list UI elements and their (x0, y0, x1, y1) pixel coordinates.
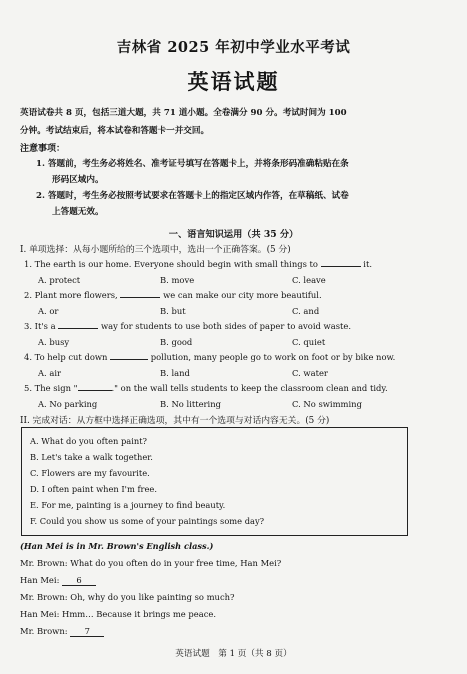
part1-heading: I. 单项选择：从每小题所给的三个选项中，选出一个正确答案。(5 分) (20, 245, 291, 255)
notes-label: 注意事项： (20, 144, 66, 154)
option-a: A. air (38, 368, 62, 378)
question-stem: 2. Plant more flowers, we can make our city more beautiful. (24, 290, 322, 300)
section-heading: 一、语言知识运用（共 35 分） (168, 229, 299, 240)
dialogue-line: Mr. Brown: What do you often do in your free time, Han Mei? (20, 558, 282, 568)
option-b: B. move (160, 275, 195, 285)
dialogue-line: Han Mei: 6 (20, 575, 96, 586)
question-stem: 4. To help cut down pollution, many people go to work on foot or by bike now. (24, 352, 396, 362)
note-line: 形码区域内。 (52, 175, 104, 185)
option-a: A. protect (38, 275, 81, 285)
answer-blank-7[interactable]: 7 (70, 626, 104, 637)
options-box (21, 427, 408, 536)
option-c: C. and (292, 306, 320, 316)
dialogue-line: Han Mei: Hmm… Because it brings me peace. (20, 609, 217, 619)
answer-blank-6[interactable]: 6 (62, 575, 96, 586)
page-footer: 英语试题 第 1 页（共 8 页） (175, 649, 292, 659)
option-c: C. water (292, 368, 328, 378)
subject-title: 英语试题 (187, 69, 280, 94)
dialogue-context: (Han Mei is in Mr. Brown's English class.) (20, 541, 214, 551)
intro-line: 英语试卷共 8 页，包括三道大题，共 71 道小题。全卷满分 90 分。考试时间为 100 (20, 108, 347, 118)
option-a: A. No parking (38, 399, 98, 409)
intro-line: 分钟。考试结束后，将本试卷和答题卡一并交回。 (20, 126, 210, 136)
option-c: C. quiet (292, 337, 326, 347)
box-option: B. Let's take a walk together. (30, 452, 153, 462)
option-c: C. No swimming (292, 399, 362, 409)
option-c: C. leave (292, 275, 326, 285)
box-option: A. What do you often paint? (30, 436, 147, 446)
exam-title: 吉林省 2025 年初中学业水平考试 (116, 39, 351, 56)
question-stem: 5. The sign " ." on the wall tells students to keep the classroom clean and tidy. (24, 383, 388, 393)
note-line: 2. 答题时，考生务必按照考试要求在答题卡上的指定区域内作答，在草稿纸、试卷 (36, 191, 349, 201)
note-line: 1. 答题前，考生务必将姓名、准考证号填写在答题卡上，并将条形码准确粘贴在条 (36, 159, 349, 169)
box-option: F. Could you show us some of your paintings some day? (30, 516, 265, 526)
question-stem: 1. The earth is our home. Everyone should begin with small things to it. (24, 259, 373, 269)
option-b: B. good (160, 337, 193, 347)
option-b: B. No littering (160, 399, 221, 409)
option-a: A. busy (38, 337, 70, 347)
question-stem: 3. It's a way for students to use both sides of paper to avoid waste. (24, 321, 351, 331)
box-option: C. Flowers are my favourite. (30, 468, 150, 478)
dialogue-line: Mr. Brown: 7 (20, 626, 104, 637)
part2-heading: II. 完成对话：从方框中选择正确选项，其中有一个选项与对话内容无关。(5 分) (20, 416, 330, 426)
box-option: D. I often paint when I'm free. (30, 484, 157, 494)
dialogue-line: Mr. Brown: Oh, why do you like painting so much? (20, 592, 235, 602)
option-b: B. land (160, 368, 190, 378)
option-b: B. but (160, 306, 186, 316)
box-option: E. For me, painting is a journey to find beauty. (30, 500, 226, 510)
option-a: A. or (38, 306, 59, 316)
note-line: 上答题无效。 (52, 207, 104, 217)
